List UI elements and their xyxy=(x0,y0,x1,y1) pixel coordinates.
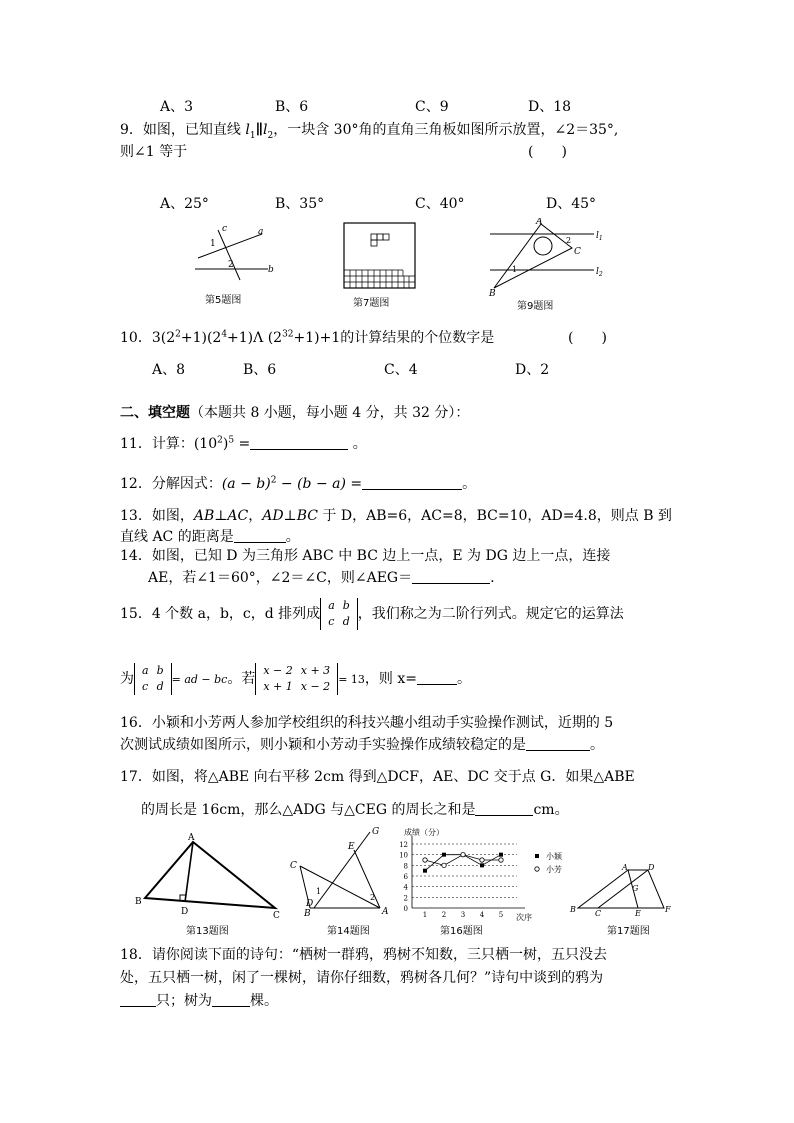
fig13-label-b: B xyxy=(135,897,142,907)
fig13-label-c: C xyxy=(273,911,280,920)
figure-5 xyxy=(190,222,280,284)
fig14-angle-1: 1 xyxy=(316,887,322,896)
q15-matrix-abcd: a b c d xyxy=(320,598,358,630)
legend-label-xiaofang: 小芳 xyxy=(546,865,562,874)
fig9-label-l1: $l_1$ xyxy=(596,231,603,242)
q9-line2: 则∠1 等于 xyxy=(120,144,188,160)
fig14-caption: 第14题图 xyxy=(327,926,370,937)
fig14-label-d: D xyxy=(306,899,314,909)
chart-point-series1 xyxy=(480,863,484,867)
chart-ytick-label: 8 xyxy=(403,862,408,871)
q18-crow-blank[interactable] xyxy=(120,992,156,1007)
fig7-frame xyxy=(344,223,415,288)
chart-point-series2 xyxy=(423,858,427,862)
fig17-triangle-dcf xyxy=(598,870,664,908)
fig5-caption: 第5题图 xyxy=(205,295,242,306)
fig17-label-c: C xyxy=(595,909,602,916)
chart-point-series2 xyxy=(480,858,484,862)
legend-marker-xiaoying xyxy=(535,854,539,858)
fig5-angle-1: 1 xyxy=(210,239,216,249)
fig5-label-b: b xyxy=(268,265,274,275)
fig17-label-d: D xyxy=(648,863,655,872)
q15-matrix-x: x − 2 x + 3 x + 1 x − 2 xyxy=(255,663,338,695)
figure-13 xyxy=(133,830,283,920)
chart-point-series1 xyxy=(499,853,503,857)
figure-17 xyxy=(568,858,672,916)
fig9-label-a: A xyxy=(536,218,543,227)
fig14-label-a: A xyxy=(382,907,389,916)
figure-16-chart xyxy=(392,826,582,921)
chart-ytick-label: 0 xyxy=(403,905,408,913)
q10-option-a: A、8 xyxy=(152,362,186,378)
q9-option-c: C、40° xyxy=(415,196,465,212)
legend-marker-xiaofang xyxy=(535,867,539,871)
fig17-caption: 第17题图 xyxy=(607,926,650,937)
chart-ylabel: 成绩（分） xyxy=(404,828,444,837)
q14-line2: AE，若∠1＝60°，∠2＝∠C，则∠AEG＝ . xyxy=(148,570,495,586)
figure-14 xyxy=(288,824,392,916)
q15-matrix-def: a b c d xyxy=(134,663,172,695)
chart-point-series1 xyxy=(423,869,427,873)
section2-heading: 二、填空题（本题共 8 小题，每小题 4 分，共 32 分）： xyxy=(120,405,470,421)
chart-ytick-label: 6 xyxy=(403,873,408,881)
q8-option-c: C、9 xyxy=(415,99,449,115)
chart-point-series2 xyxy=(442,863,446,867)
fig5-angle-2: 2 xyxy=(228,260,234,270)
q18-tree-blank[interactable] xyxy=(212,992,250,1007)
fig5-line-a xyxy=(198,234,262,258)
chart-xtick-label: 3 xyxy=(460,911,466,919)
chart-xlabel: 次序 xyxy=(516,913,532,921)
q13-line2: 直线 AC 的距离是 。 xyxy=(120,529,300,545)
q14-line1: 14．如图，已知 D 为三角形 ABC 中 BC 边上一点，E 为 DG 边上一点，连接 xyxy=(120,548,611,564)
fig14-label-g: G xyxy=(372,827,380,837)
q18-line3: 只；树为 棵。 xyxy=(120,990,278,1010)
chart-legend xyxy=(535,851,563,874)
q8-option-d: D、18 xyxy=(528,99,572,115)
fig17-label-g: G xyxy=(632,884,639,893)
q10-option-b: B、6 xyxy=(243,362,277,378)
chart-point-series1 xyxy=(442,853,446,857)
fig17-label-e: E xyxy=(635,909,641,916)
q9-line1: 9．如图，已知直线 $l_1\parallel l_2$，一块含 30°角的直角三角板如图所示放置，∠2＝35°, xyxy=(120,122,619,141)
q16-line2: 次测试成绩如图所示，则小颖和小芳动手实验操作成绩较稳定的是 。 xyxy=(120,737,604,753)
chart-ytick-label: 12 xyxy=(399,841,408,849)
fig9-label-l2: $l_2$ xyxy=(596,267,603,278)
q15-answer-blank[interactable] xyxy=(417,670,457,685)
fig17-label-b: B xyxy=(570,905,576,914)
q12-answer-blank[interactable] xyxy=(362,475,462,490)
q17-answer-blank[interactable] xyxy=(475,801,533,816)
q10-paren: ( ) xyxy=(568,330,607,346)
fig5-line-c xyxy=(218,230,240,280)
q13-line1: 13．如图，AB⊥AC，AD⊥BC 于 D，AB=6，AC=8，BC=10，AD=4.8，则点 B 到 xyxy=(120,508,672,524)
fig17-triangle-abe xyxy=(578,870,638,908)
fig13-label-d: D xyxy=(181,907,189,917)
fig9-circle xyxy=(534,237,552,255)
q10-option-c: C、4 xyxy=(384,362,418,378)
fig13-triangle xyxy=(145,842,275,908)
q14-answer-blank[interactable] xyxy=(412,569,490,584)
q12-line: 12．分解因式：$(a - b)^2 - (b - a)$ = 。 xyxy=(120,475,477,492)
fig9-label-b: B xyxy=(489,289,496,298)
q9-option-d: D、45° xyxy=(546,196,597,212)
fig5-label-c: c xyxy=(222,224,228,234)
q15-line2: 为 a b c d = ad − bc。若 x − 2 x + 3 x + 1 x − 2 = 13，则 x= 。 xyxy=(120,664,471,693)
q8-option-b: B、6 xyxy=(275,99,309,115)
fig14-angle-2: 2 xyxy=(370,893,376,902)
q17-line1: 17．如图，将△ABE 向右平移 2cm 得到△DCF，AE、DC 交于点 G．如果△ABE xyxy=(120,769,635,785)
chart-point-series2 xyxy=(461,852,465,856)
q10-option-d: D、2 xyxy=(515,362,550,378)
fig14-label-c: C xyxy=(290,861,297,871)
fig9-caption: 第9题图 xyxy=(517,301,554,312)
fig17-label-a: A xyxy=(622,863,628,872)
fig5-label-a: a xyxy=(258,227,264,237)
chart-xtick-label: 5 xyxy=(498,911,504,919)
q13-answer-blank[interactable] xyxy=(234,528,286,543)
fig13-caption: 第13题图 xyxy=(186,926,229,937)
fig9-label-c: C xyxy=(574,247,581,257)
chart-ytick-label: 4 xyxy=(403,883,408,892)
q9-option-b: B、35° xyxy=(275,196,325,212)
fig7-caption: 第7题图 xyxy=(353,298,390,309)
fig16-caption: 第16题图 xyxy=(440,926,483,937)
q17-line2: 的周长是 16cm，那么△ADG 与△CEG 的周长之和是 cm。 xyxy=(141,802,569,818)
q8-option-a: A、3 xyxy=(160,99,194,115)
chart-ytick-label: 10 xyxy=(399,851,408,860)
fig14-label-b: B xyxy=(304,909,311,916)
chart-ytick-label: 2 xyxy=(403,894,408,903)
chart-xtick-label: 2 xyxy=(441,911,447,919)
q16-line1: 16．小颖和小芳两人参加学校组织的科技兴趣小组动手实验操作测试，近期的 5 xyxy=(120,715,614,731)
fig7-piece xyxy=(371,234,389,246)
q18-line1: 18．请你阅读下面的诗句：“栖树一群鸦，鸦树不知数，三只栖一树，五只没去 xyxy=(120,947,607,963)
chart-xtick-label: 1 xyxy=(422,911,428,919)
q15-line1: 15．4 个数 a，b，c，d 排列成 a b c d ，我们称之为二阶行列式。规定它的运算法 xyxy=(120,599,624,628)
q18-line2: 处，五只栖一树，闲了一棵树，请你仔细数，鸦树各几何？”诗句中谈到的鸦为 xyxy=(120,970,604,986)
fig7-grid xyxy=(344,270,415,288)
q11-answer-blank[interactable] xyxy=(250,435,348,450)
figure-7 xyxy=(343,222,417,290)
q10-line: 10．$3(2^2+1)(2^4+1)\Lambda$ $(2^{32}+1)+1$的计算结果的个位数字是 xyxy=(120,329,495,346)
fig13-label-a: A xyxy=(188,833,195,843)
fig17-label-f: F xyxy=(665,905,671,914)
chart-point-series2 xyxy=(499,858,503,862)
fig9-angle-1: 1 xyxy=(512,265,518,274)
fig9-angle-2: 2 xyxy=(566,236,572,245)
fig14-dg xyxy=(314,832,370,908)
fig14-ea xyxy=(354,850,380,908)
q9-option-a: A、25° xyxy=(160,196,209,212)
q16-answer-blank[interactable] xyxy=(526,736,590,751)
fig14-label-e: E xyxy=(348,842,355,852)
figure-9 xyxy=(486,218,610,298)
q11-line: 11．计算：$(10^2)^5$ = 。 xyxy=(120,435,367,452)
chart-xtick-label: 4 xyxy=(479,911,485,919)
legend-label-xiaoying: 小颖 xyxy=(546,852,562,861)
q9-paren: ( ) xyxy=(528,144,567,160)
